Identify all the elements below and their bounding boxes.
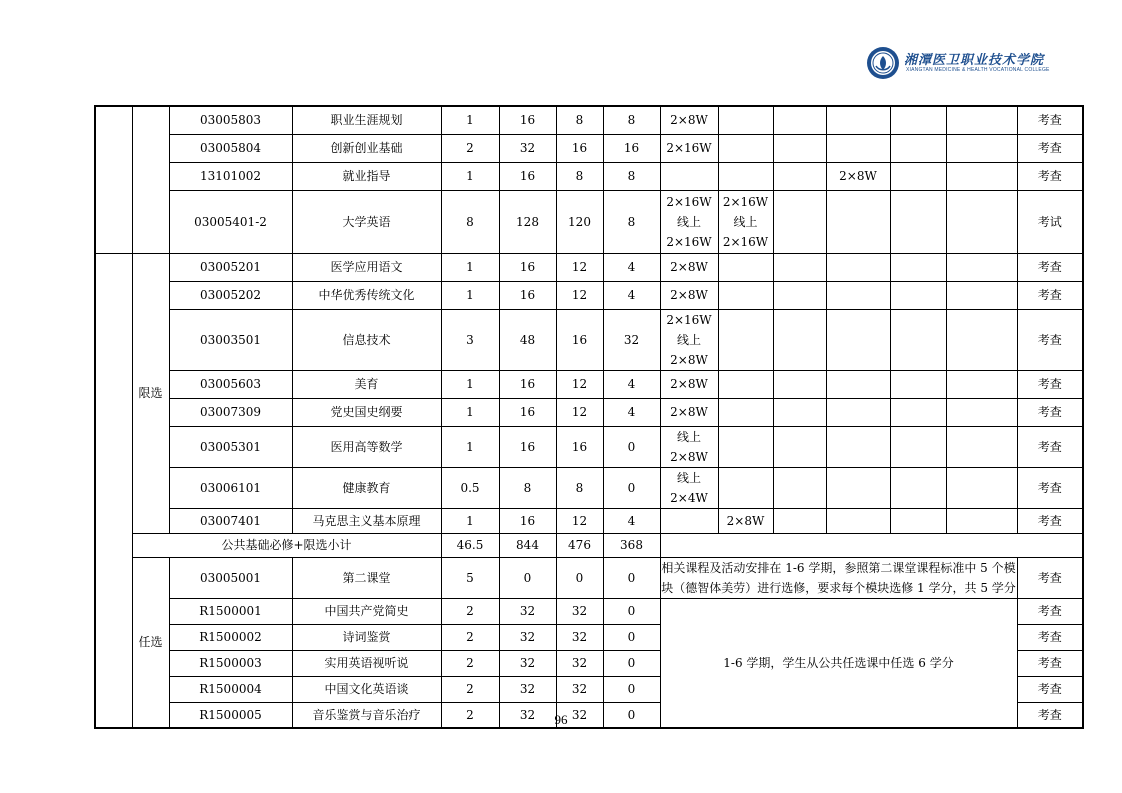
- course-code: 03005001: [169, 557, 292, 598]
- total-hours: 16: [499, 398, 556, 426]
- practice-hours: 4: [603, 253, 660, 281]
- credit: 1: [441, 106, 499, 134]
- credit: 5: [441, 557, 499, 598]
- theory-hours: 32: [556, 598, 603, 624]
- course-name: 美育: [292, 370, 441, 398]
- practice-hours: 4: [603, 370, 660, 398]
- practice-hours: 4: [603, 281, 660, 309]
- course-name: 就业指导: [292, 162, 441, 190]
- exam-type: 考查: [1017, 253, 1083, 281]
- course-name: 马克思主义基本原理: [292, 508, 441, 533]
- semester-1: 2×8W: [660, 106, 718, 134]
- semester-1: 2×8W: [660, 370, 718, 398]
- semester-1: 2×16W: [660, 134, 718, 162]
- course-name: 医用高等数学: [292, 426, 441, 467]
- theory-hours: 32: [556, 650, 603, 676]
- total-hours: 16: [499, 162, 556, 190]
- total-hours: 32: [499, 624, 556, 650]
- credit: 2: [441, 676, 499, 702]
- table-row: [95, 426, 1083, 467]
- course-name: 大学英语: [292, 190, 441, 253]
- exam-type: 考查: [1017, 557, 1083, 598]
- table-row: [95, 309, 1083, 370]
- course-name: 职业生涯规划: [292, 106, 441, 134]
- course-name: 中华优秀传统文化: [292, 281, 441, 309]
- practice-hours: 4: [603, 398, 660, 426]
- total-hours: 16: [499, 426, 556, 467]
- theory-hours: 12: [556, 253, 603, 281]
- course-code: 03005401-2: [169, 190, 292, 253]
- course-name: 实用英语视听说: [292, 650, 441, 676]
- course-code: 13101002: [169, 162, 292, 190]
- credit: 2: [441, 702, 499, 728]
- credit: 1: [441, 370, 499, 398]
- total-hours: 16: [499, 508, 556, 533]
- theory-hours: 8: [556, 467, 603, 508]
- subtotal-practice: 368: [603, 533, 660, 557]
- semester-1: 2×16W 线上 2×16W: [660, 190, 718, 253]
- credit: 1: [441, 281, 499, 309]
- course-code: R1500003: [169, 650, 292, 676]
- credit: 0.5: [441, 467, 499, 508]
- total-hours: 48: [499, 309, 556, 370]
- course-code: 03005803: [169, 106, 292, 134]
- course-code: 03006101: [169, 467, 292, 508]
- exam-type: 考查: [1017, 426, 1083, 467]
- exam-type: 考查: [1017, 309, 1083, 370]
- category-limited: 限选: [132, 253, 169, 533]
- theory-hours: 0: [556, 557, 603, 598]
- course-name: 音乐鉴赏与音乐治疗: [292, 702, 441, 728]
- exam-type: 考查: [1017, 134, 1083, 162]
- theory-hours: 12: [556, 508, 603, 533]
- table-row: [95, 253, 1083, 281]
- exam-type: 考查: [1017, 106, 1083, 134]
- semester-1: 线上 2×8W: [660, 426, 718, 467]
- total-hours: 32: [499, 702, 556, 728]
- theory-hours: 120: [556, 190, 603, 253]
- exam-type: 考查: [1017, 162, 1083, 190]
- table-row: [95, 106, 1083, 134]
- course-code: 03007309: [169, 398, 292, 426]
- course-code: 03005804: [169, 134, 292, 162]
- total-hours: 32: [499, 650, 556, 676]
- total-hours: 16: [499, 370, 556, 398]
- theory-hours: 32: [556, 676, 603, 702]
- practice-hours: 8: [603, 190, 660, 253]
- course-code: R1500001: [169, 598, 292, 624]
- subtotal-total: 844: [499, 533, 556, 557]
- semester-2: 2×16W 线上 2×16W: [718, 190, 773, 253]
- total-hours: 16: [499, 253, 556, 281]
- theory-hours: 32: [556, 624, 603, 650]
- course-name: 创新创业基础: [292, 134, 441, 162]
- exam-type: 考查: [1017, 508, 1083, 533]
- course-code: 03005202: [169, 281, 292, 309]
- course-name: 诗词鉴赏: [292, 624, 441, 650]
- total-hours: 32: [499, 676, 556, 702]
- table-row: [95, 281, 1083, 309]
- practice-hours: 0: [603, 624, 660, 650]
- total-hours: 16: [499, 281, 556, 309]
- practice-hours: 32: [603, 309, 660, 370]
- school-name-en: XIANGTAN MEDICINE & HEALTH VOCATIONAL COLLEGE: [906, 67, 1050, 73]
- practice-hours: 8: [603, 106, 660, 134]
- exam-type: 考查: [1017, 281, 1083, 309]
- total-hours: 8: [499, 467, 556, 508]
- exam-type: 考查: [1017, 702, 1083, 728]
- exam-type: 考试: [1017, 190, 1083, 253]
- practice-hours: 0: [603, 702, 660, 728]
- theory-hours: 12: [556, 281, 603, 309]
- course-code: 03005301: [169, 426, 292, 467]
- second-class-note: 相关课程及活动安排在 1-6 学期，参照第二课堂课程标准中 5 个模块（德智体美劳）进行选修，要求每个模块选修 1 学分，共 5 学分: [660, 557, 1017, 598]
- exam-type: 考查: [1017, 467, 1083, 508]
- practice-hours: 0: [603, 676, 660, 702]
- credit: 1: [441, 398, 499, 426]
- theory-hours: 32: [556, 702, 603, 728]
- practice-hours: 0: [603, 598, 660, 624]
- credit: 2: [441, 650, 499, 676]
- credit: 1: [441, 426, 499, 467]
- optional-note: 1-6 学期，学生从公共任选课中任选 6 学分: [660, 598, 1017, 728]
- group-cell: [95, 106, 132, 253]
- course-name: 第二课堂: [292, 557, 441, 598]
- category-optional: 任选: [132, 557, 169, 728]
- theory-hours: 16: [556, 426, 603, 467]
- theory-hours: 8: [556, 162, 603, 190]
- total-hours: 32: [499, 598, 556, 624]
- course-name: 中国共产党简史: [292, 598, 441, 624]
- subtotal-label: 公共基础必修+限选小计: [132, 533, 441, 557]
- theory-hours: 16: [556, 309, 603, 370]
- course-name: 健康教育: [292, 467, 441, 508]
- credit: 1: [441, 253, 499, 281]
- table-row: [95, 467, 1083, 508]
- group-cell: [95, 253, 132, 728]
- credit: 3: [441, 309, 499, 370]
- school-logo: [866, 46, 1050, 84]
- course-code: 03005603: [169, 370, 292, 398]
- semester-1: 线上 2×4W: [660, 467, 718, 508]
- practice-hours: 16: [603, 134, 660, 162]
- theory-hours: 12: [556, 398, 603, 426]
- course-code: R1500005: [169, 702, 292, 728]
- exam-type: 考查: [1017, 624, 1083, 650]
- course-code: 03003501: [169, 309, 292, 370]
- practice-hours: 0: [603, 557, 660, 598]
- school-emblem-icon: [866, 46, 900, 80]
- table-row: [95, 398, 1083, 426]
- total-hours: 32: [499, 134, 556, 162]
- course-code: 03005201: [169, 253, 292, 281]
- table-row: [95, 162, 1083, 190]
- semester-1: 2×8W: [660, 253, 718, 281]
- practice-hours: 0: [603, 650, 660, 676]
- exam-type: 考查: [1017, 398, 1083, 426]
- semester-4: 2×8W: [826, 162, 890, 190]
- course-code: 03007401: [169, 508, 292, 533]
- subtotal-theory: 476: [556, 533, 603, 557]
- course-name: 中国文化英语谈: [292, 676, 441, 702]
- credit: 1: [441, 162, 499, 190]
- table-row: [95, 190, 1083, 253]
- practice-hours: 0: [603, 467, 660, 508]
- table-row: [95, 134, 1083, 162]
- course-name: 医学应用语文: [292, 253, 441, 281]
- page-number: 96: [554, 712, 568, 727]
- course-code: R1500004: [169, 676, 292, 702]
- semester-2: 2×8W: [718, 508, 773, 533]
- theory-hours: 16: [556, 134, 603, 162]
- school-name-cn: 湘潭医卫职业技术学院: [904, 53, 1045, 68]
- theory-hours: 12: [556, 370, 603, 398]
- table-row: [95, 598, 1083, 624]
- total-hours: 0: [499, 557, 556, 598]
- exam-type: 考查: [1017, 598, 1083, 624]
- total-hours: 16: [499, 106, 556, 134]
- credit: 2: [441, 134, 499, 162]
- theory-hours: 8: [556, 106, 603, 134]
- credit: 2: [441, 598, 499, 624]
- course-name: 信息技术: [292, 309, 441, 370]
- table-row: [95, 370, 1083, 398]
- total-hours: 128: [499, 190, 556, 253]
- course-code: R1500002: [169, 624, 292, 650]
- practice-hours: 8: [603, 162, 660, 190]
- credit: 2: [441, 624, 499, 650]
- practice-hours: 4: [603, 508, 660, 533]
- table-row: [95, 508, 1083, 533]
- course-table: [94, 105, 1084, 729]
- course-name: 党史国史纲要: [292, 398, 441, 426]
- credit: 8: [441, 190, 499, 253]
- exam-type: 考查: [1017, 370, 1083, 398]
- exam-type: 考查: [1017, 676, 1083, 702]
- semester-1: 2×8W: [660, 281, 718, 309]
- category-cell: [132, 106, 169, 253]
- table-row: [95, 557, 1083, 598]
- semester-1: 2×8W: [660, 398, 718, 426]
- exam-type: 考查: [1017, 650, 1083, 676]
- credit: 1: [441, 508, 499, 533]
- subtotal-row: [95, 533, 1083, 557]
- practice-hours: 0: [603, 426, 660, 467]
- semester-1: 2×16W 线上 2×8W: [660, 309, 718, 370]
- subtotal-credit: 46.5: [441, 533, 499, 557]
